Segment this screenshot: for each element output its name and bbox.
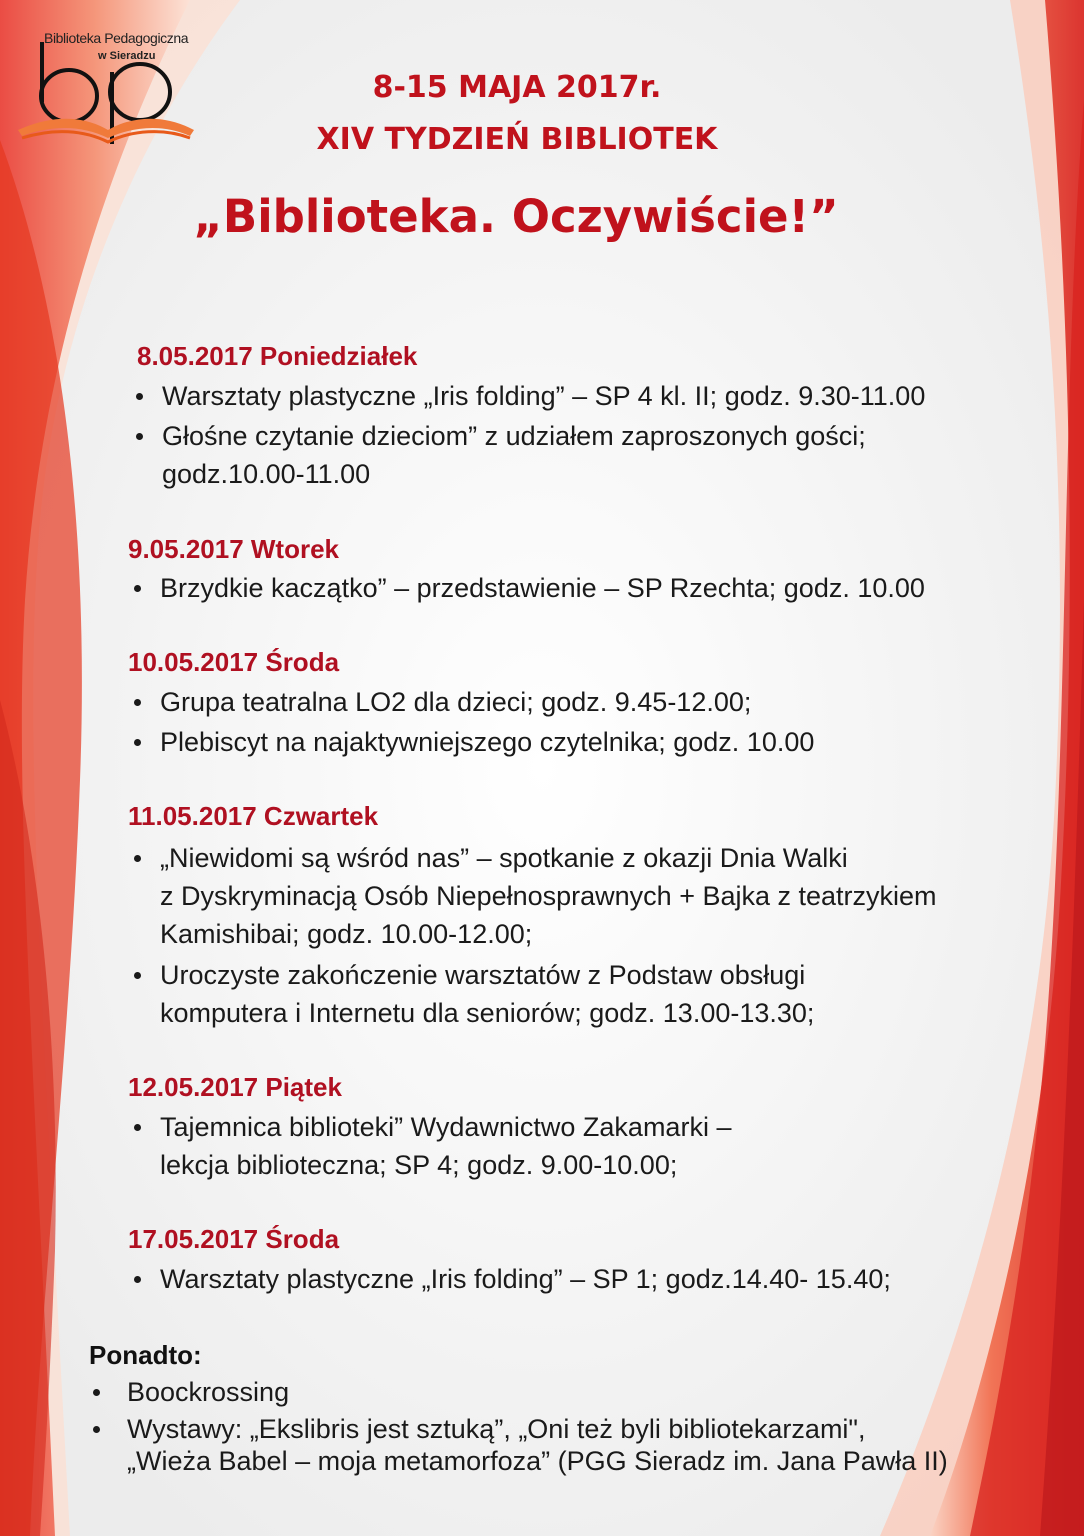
event-dates: 8-15 MAJA 2017r. xyxy=(372,70,662,105)
bullet-icon xyxy=(134,855,141,862)
list-item: Głośne czytanie dzieciom” z udziałem zaproszonych gości; xyxy=(162,421,866,451)
list-item-cont: komputera i Internetu dla seniorów; godz. 13.00-13.30; xyxy=(160,998,815,1028)
day-title: 12.05.2017 Piątek xyxy=(128,1072,342,1102)
bullet-icon xyxy=(93,1389,100,1396)
list-item-cont: Kamishibai; godz. 10.00-12.00; xyxy=(160,919,533,949)
bullet-icon xyxy=(136,393,143,400)
logo-city: w Sieradzu xyxy=(98,50,156,62)
extra-title: Ponadto: xyxy=(89,1340,202,1370)
day-title: 9.05.2017 Wtorek xyxy=(128,534,340,564)
list-item: Boockrossing xyxy=(127,1377,290,1407)
list-item-cont: z Dyskryminacją Osób Niepełnosprawnych + Bajka z teatrzykiem xyxy=(160,881,937,911)
list-item: Brzydkie kaczątko” – przedstawienie – SP Rzechta; godz. 10.00 xyxy=(160,573,925,603)
bullet-icon xyxy=(134,1124,141,1131)
day-title: 17.05.2017 Środa xyxy=(128,1224,340,1254)
list-item: Plebiscyt na najaktywniejszego czytelnika; godz. 10.00 xyxy=(160,727,815,757)
event-slogan: „Biblioteka. Oczywiście!” xyxy=(193,190,839,243)
list-item: Wystawy: „Ekslibris jest sztuką”, „Oni też byli bibliotekarzami", xyxy=(127,1414,866,1444)
bullet-icon xyxy=(134,739,141,746)
list-item-cont: godz.10.00-11.00 xyxy=(162,459,371,489)
list-item: Warsztaty plastyczne „Iris folding” – SP 4 kl. II; godz. 9.30-11.00 xyxy=(162,381,926,411)
list-item: „Niewidomi są wśród nas” – spotkanie z okazji Dnia Walki xyxy=(160,843,848,873)
list-item: Tajemnica biblioteki” Wydawnictwo Zakamarki – xyxy=(160,1112,732,1142)
day-title: 11.05.2017 Czwartek xyxy=(128,801,379,831)
event-title: XIV TYDZIEŃ BIBLIOTEK xyxy=(316,122,718,157)
list-item-cont: „Wieża Babel – moja metamorfoza” (PGG Sieradz im. Jana Pawła II) xyxy=(127,1446,948,1476)
logo-name: Biblioteka Pedagogiczna xyxy=(44,30,189,46)
list-item: Uroczyste zakończenie warsztatów z Podstaw obsługi xyxy=(160,960,806,990)
list-item: Warsztaty plastyczne „Iris folding” – SP 1; godz.14.40- 15.40; xyxy=(160,1264,891,1294)
bullet-icon xyxy=(134,699,141,706)
bullet-icon xyxy=(136,433,143,440)
list-item-cont: lekcja biblioteczna; SP 4; godz. 9.00-10.00; xyxy=(160,1150,678,1180)
bullet-icon xyxy=(134,585,141,592)
bullet-icon xyxy=(134,972,141,979)
bullet-icon xyxy=(93,1426,100,1433)
list-item: Grupa teatralna LO2 dla dzieci; godz. 9.45-12.00; xyxy=(160,687,752,717)
day-title: 8.05.2017 Poniedziałek xyxy=(137,341,418,371)
day-title: 10.05.2017 Środa xyxy=(128,647,340,677)
bullet-icon xyxy=(134,1276,141,1283)
